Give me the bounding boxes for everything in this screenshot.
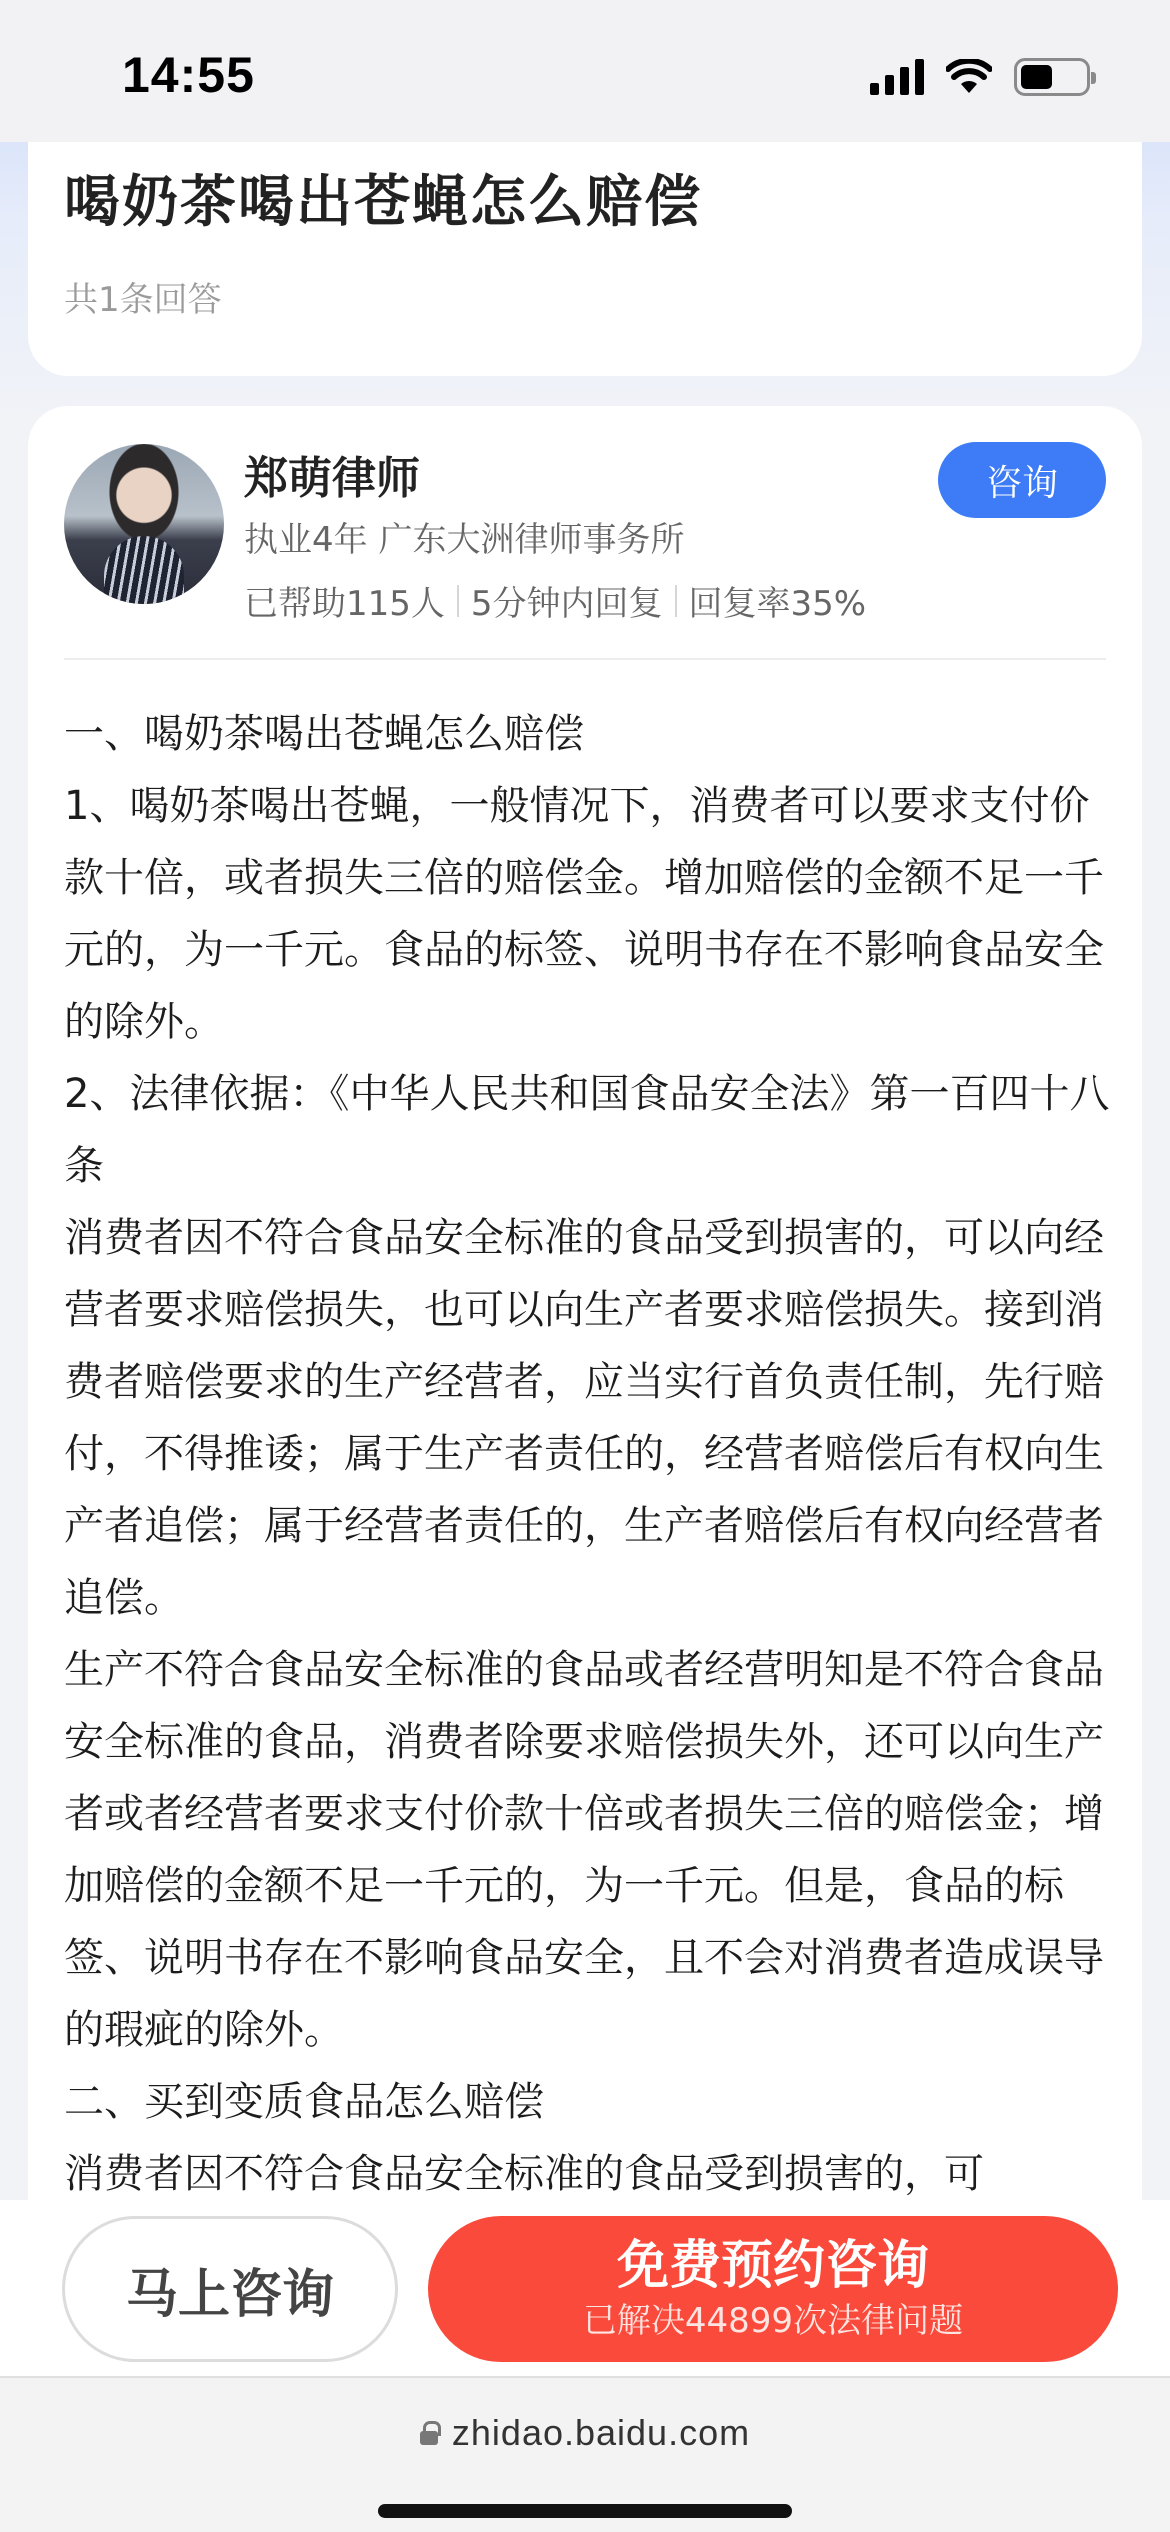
lawyer-meta: 执业4年 广东大洲律师事务所 <box>244 520 685 560</box>
lawyer-stats <box>244 576 866 625</box>
url-text[interactable]: zhidao.baidu.com <box>451 2412 751 2453</box>
stat-reply-rate: 回复率35% <box>688 584 867 624</box>
lawyer-avatar[interactable] <box>64 444 224 604</box>
answer-paragraph: 2、法律依据：《中华人民共和国食品安全法》第一百四十八条 <box>64 1071 1110 1189</box>
home-indicator[interactable] <box>378 2504 792 2518</box>
free-appointment-button[interactable] <box>428 2216 1118 2362</box>
answer-body <box>64 698 1114 2210</box>
cellular-signal-icon <box>870 59 924 95</box>
answer-count: 共1条回答 <box>64 280 222 320</box>
browser-url-bar <box>0 2376 1170 2532</box>
status-bar <box>0 0 1170 142</box>
lock-icon <box>420 2421 438 2445</box>
answer-paragraph: 二、买到变质食品怎么赔偿 <box>64 2079 544 2125</box>
wifi-icon <box>946 59 992 95</box>
status-time: 14:55 <box>122 47 255 103</box>
consult-now-button[interactable]: 马上咨询 <box>62 2216 398 2362</box>
battery-icon <box>1014 58 1090 96</box>
answer-paragraph: 一、喝奶茶喝出苍蝇怎么赔偿 <box>64 711 584 757</box>
stat-divider <box>457 585 459 617</box>
answer-paragraph: 1、喝奶茶喝出苍蝇，一般情况下，消费者可以要求支付价款十倍，或者损失三倍的赔偿金。增加赔偿的金额不足一千元的，为一千元。食品的标签、说明书存在不影响食品安全的除外。 <box>64 783 1104 1045</box>
consult-button[interactable]: 咨询 <box>938 442 1106 518</box>
stat-helped: 已帮助115人 <box>244 584 445 624</box>
answer-paragraph: 消费者因不符合食品安全标准的食品受到损害的，可 <box>64 2151 984 2197</box>
free-appointment-subtitle: 已解决44899次法律问题 <box>582 2301 964 2341</box>
answer-paragraph: 生产不符合食品安全标准的食品或者经营明知是不符合食品安全标准的食品，消费者除要求赔偿损失外，还可以向生产者或者经营者要求支付价款十倍或者损失三倍的赔偿金；增加赔偿的金额不足一千元的，为一千元。但是，食品的标签、说明书存在不影响食品安全，且不会对消费者造成误导的瑕疵的除外。 <box>64 1647 1104 2053</box>
stat-response-time: 5分钟内回复 <box>470 584 663 624</box>
status-icons <box>870 58 1090 96</box>
bottom-action-bar <box>0 2200 1170 2376</box>
question-title: 喝奶茶喝出苍蝇怎么赔偿 <box>64 170 702 235</box>
answer-paragraph: 消费者因不符合食品安全标准的食品受到损害的，可以向经营者要求赔偿损失，也可以向生产者要求赔偿损失。接到消费者赔偿要求的生产经营者，应当实行首负责任制，先行赔付，不得推诿；属于生产者责任的，经营者赔偿后有权向生产者追偿；属于经营者责任的，生产者赔偿后有权向经营者追偿。 <box>64 1215 1104 1621</box>
lawyer-name[interactable]: 郑萌律师 <box>244 453 420 504</box>
free-appointment-title: 免费预约咨询 <box>616 2236 929 2296</box>
divider <box>64 658 1106 660</box>
stat-divider <box>675 585 677 617</box>
url-field[interactable] <box>0 2412 1170 2454</box>
